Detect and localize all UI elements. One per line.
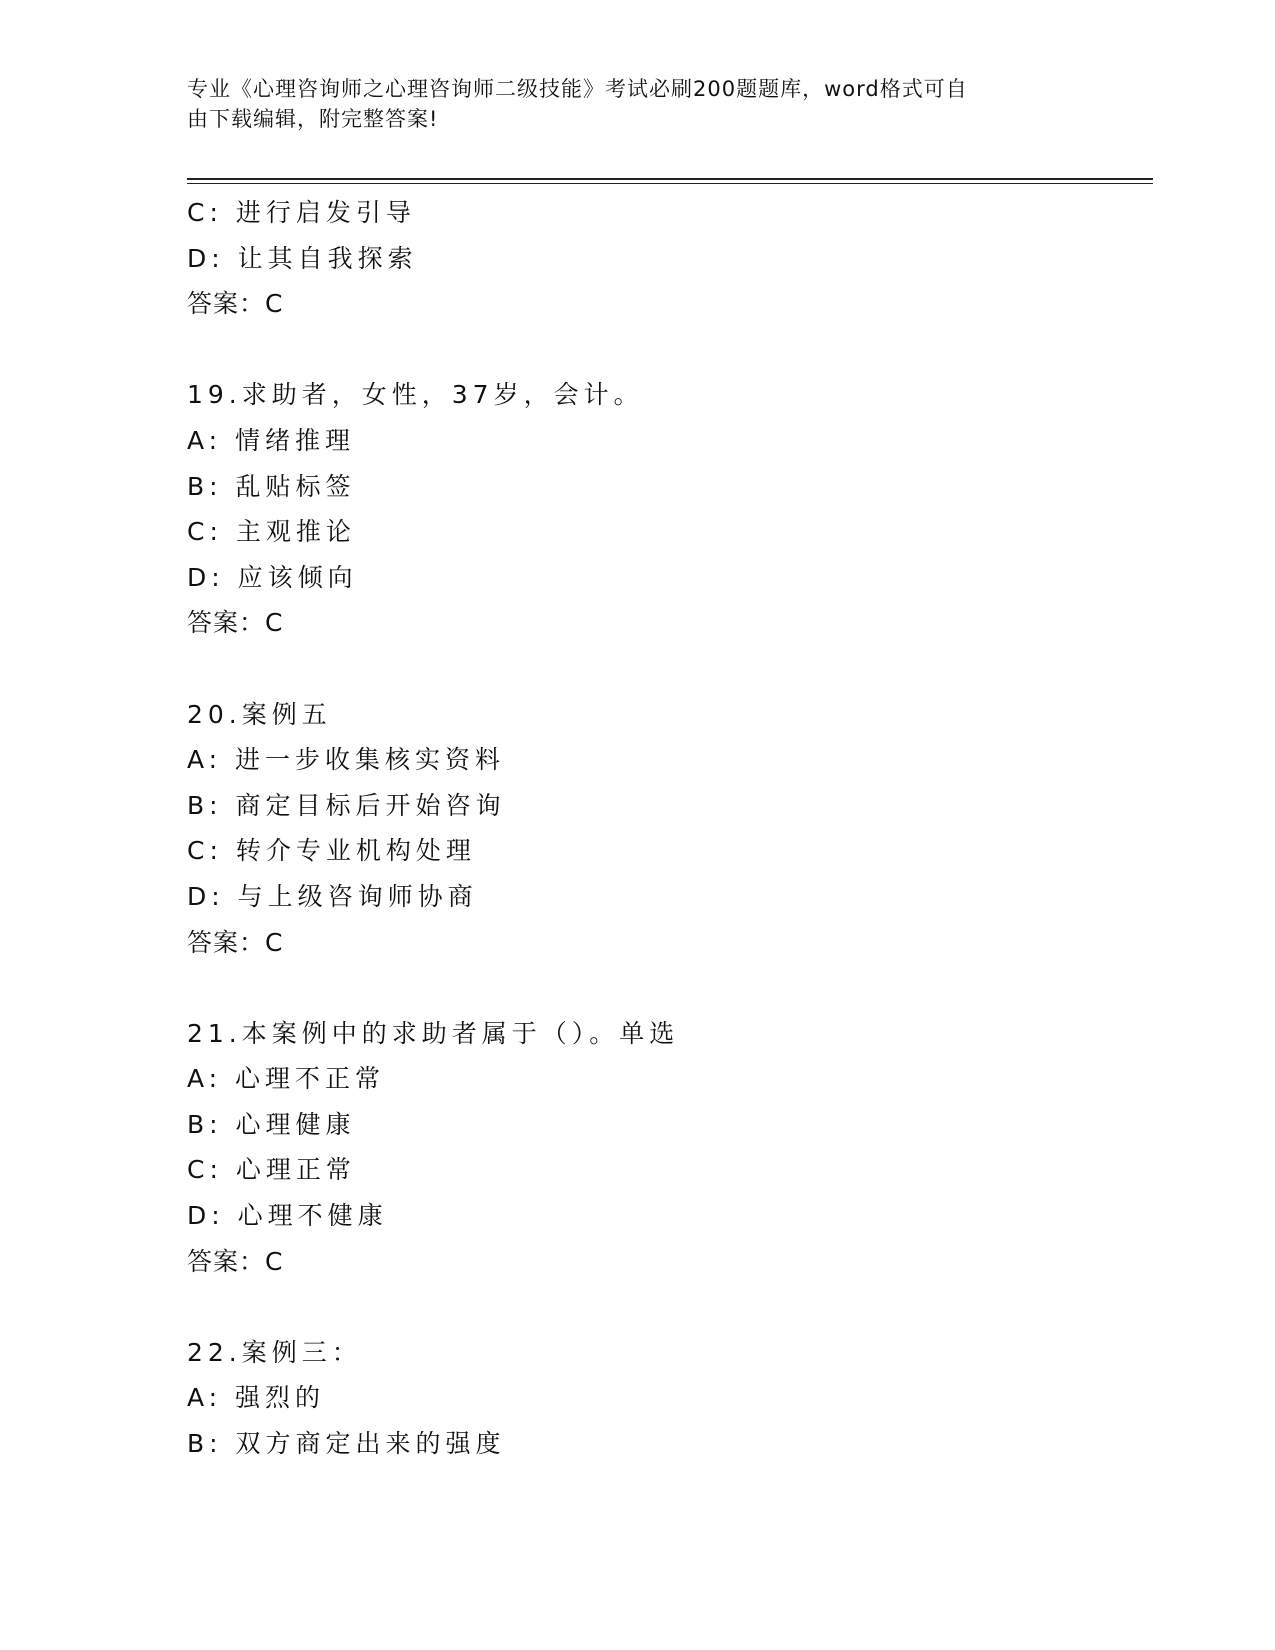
option-a: A: 强烈的 <box>187 1383 326 1413</box>
question-22 <box>187 1330 1147 1467</box>
option-c: C: 进行启发引导 <box>187 198 416 227</box>
header-line-2: 由下载编辑，附完整答案! <box>187 107 439 131</box>
document-header <box>187 74 1067 134</box>
option-a: A: 心理不正常 <box>187 1064 386 1094</box>
option-b: B: 商定目标后开始咨询 <box>187 790 506 820</box>
option-c: C: 心理正常 <box>187 1155 356 1185</box>
answer-line: 答案：C <box>187 289 284 319</box>
question-21 <box>187 1011 1147 1285</box>
question-title: 22.案例三： <box>187 1337 362 1367</box>
answer-line: 答案：C <box>187 927 284 957</box>
answer-line: 答案：C <box>187 608 284 638</box>
question-19 <box>187 372 1147 646</box>
option-d: D: 心理不健康 <box>187 1201 388 1231</box>
question-20 <box>187 692 1147 966</box>
option-c: C: 转介专业机构处理 <box>187 836 476 866</box>
option-a: A: 进一步收集核实资料 <box>187 745 506 775</box>
question-title: 20.案例五 <box>187 699 332 729</box>
option-d: D: 让其自我探索 <box>187 243 418 273</box>
header-line-1: 专业《心理咨询师之心理咨询师二级技能》考试必刷200题题库，word格式可自 <box>187 77 968 101</box>
option-b: B: 双方商定出来的强度 <box>187 1429 506 1459</box>
option-d: D: 应该倾向 <box>187 562 358 592</box>
option-c: C: 主观推论 <box>187 517 356 547</box>
question-title: 19.求助者，女性，37岁，会计。 <box>187 380 644 410</box>
question-continued <box>187 190 1147 327</box>
option-b: B: 心理健康 <box>187 1109 356 1139</box>
question-title: 21.本案例中的求助者属于（）。单选 <box>187 1018 680 1048</box>
question-list <box>187 190 1147 1467</box>
option-b: B: 乱贴标签 <box>187 471 356 501</box>
option-a: A: 情绪推理 <box>187 425 356 455</box>
answer-line: 答案：C <box>187 1246 284 1276</box>
option-d: D: 与上级咨询师协商 <box>187 881 478 911</box>
header-divider <box>187 178 1153 184</box>
